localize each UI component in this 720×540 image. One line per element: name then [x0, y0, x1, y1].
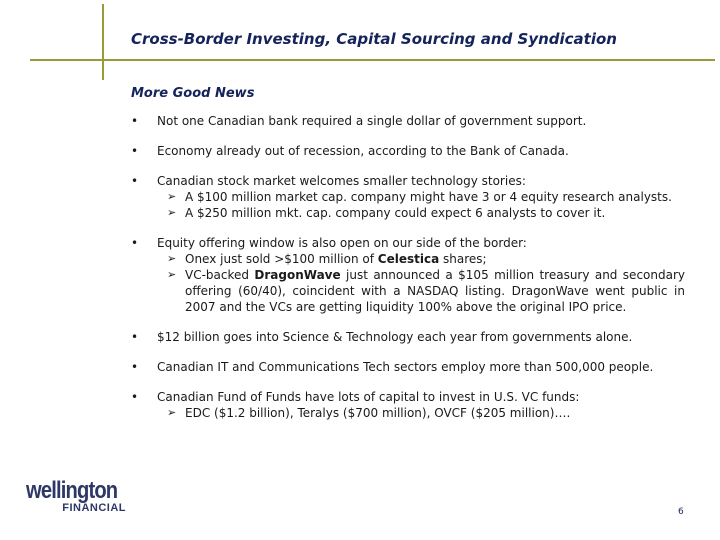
- bullet-dot: •: [131, 114, 139, 128]
- bullet-dot: •: [131, 144, 139, 158]
- logo-wordmark: wellington: [26, 477, 118, 504]
- bullet-item-stock-market: [131, 173, 685, 221]
- header-horizontal-rule: [30, 59, 715, 61]
- bullet-item-fund-of-funds: [131, 389, 685, 421]
- bullet-text: $12 billion goes into Science & Technology each year from governments alone.: [157, 330, 633, 344]
- bullet-text: Canadian Fund of Funds have lots of capital to invest in U.S. VC funds:: [157, 390, 580, 404]
- bullet-item-equity-window: [131, 235, 685, 315]
- bullet-text: Canadian IT and Communications Tech sectors employ more than 500,000 people.: [157, 360, 654, 374]
- bullet-text: Canadian stock market welcomes smaller technology stories:: [157, 174, 526, 188]
- bullet-text: Not one Canadian bank required a single dollar of government support.: [157, 114, 587, 128]
- bullet-dot: •: [131, 360, 139, 374]
- page-number: 6: [678, 507, 684, 517]
- sub-item-text-post: shares;: [439, 252, 487, 266]
- sub-item: [157, 205, 685, 221]
- slide-title: Cross-Border Investing, Capital Sourcing and Syndication: [131, 30, 617, 48]
- bullet-text: Economy already out of recession, according to the Bank of Canada.: [157, 144, 569, 158]
- sub-item-text: A $100 million market cap. company might have 3 or 4 equity research analysts.: [185, 190, 672, 204]
- bullet-dot: •: [131, 236, 139, 250]
- bullet-dot: •: [131, 390, 139, 404]
- sub-item-text: A $250 million mkt. cap. company could expect 6 analysts to cover it.: [185, 206, 606, 220]
- arrow-icon: ➢: [167, 252, 177, 265]
- section-subtitle: More Good News: [131, 86, 255, 101]
- logo-subtext: FINANCIAL: [62, 502, 126, 514]
- bullet-item-bank-support: [131, 113, 685, 129]
- sub-item-onex: [157, 251, 685, 267]
- company-name-dragonwave: DragonWave: [254, 268, 341, 282]
- sub-item-text-pre: VC-backed: [185, 268, 255, 282]
- bullet-item-science-tech: [131, 329, 685, 345]
- sub-item: [157, 189, 685, 205]
- bullet-dot: •: [131, 174, 139, 188]
- arrow-icon: ➢: [167, 206, 177, 219]
- arrow-icon: ➢: [167, 406, 177, 419]
- bullet-text: Equity offering window is also open on our side of the border:: [157, 236, 527, 250]
- company-name-celestica: Celestica: [377, 252, 440, 266]
- sub-item-dragonwave: [157, 267, 685, 315]
- sub-item: [157, 405, 685, 421]
- bullet-item-it-sector: [131, 359, 685, 375]
- arrow-icon: ➢: [167, 268, 177, 281]
- bullet-dot: •: [131, 330, 139, 344]
- header-vertical-rule: [102, 4, 104, 80]
- sub-item-text: EDC ($1.2 billion), Teralys ($700 million), OVCF ($205 million)….: [185, 406, 571, 420]
- wellington-financial-logo: [26, 477, 130, 514]
- arrow-icon: ➢: [167, 190, 177, 203]
- bullet-list: [131, 113, 685, 435]
- sub-item-text-pre: Onex just sold >$100 million of: [185, 252, 378, 266]
- sub-item-text-post: just announced a $105 million treasury and secondary offering (60/40), coincident with a NASDAQ listing. DragonWave went public in 2007 and the VCs are getting liquidity 100% above the original IPO price.: [185, 268, 685, 314]
- bullet-item-recession: [131, 143, 685, 159]
